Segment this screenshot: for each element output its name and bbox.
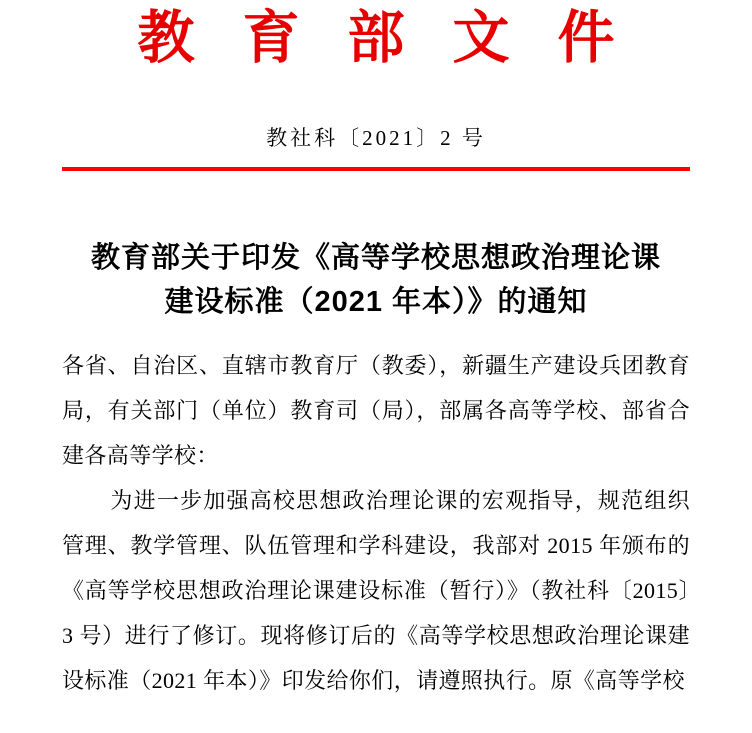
- agency-masthead: 教育部文件: [137, 7, 663, 70]
- doc-title-line-1: 教育部关于印发《高等学校思想政治理论课: [90, 242, 661, 274]
- doc-title: [0, 236, 752, 324]
- doc-title-line-2: 建设标准（2021 年本）》的通知: [164, 286, 588, 318]
- paragraph-addressees: 各省、自治区、直辖市教育厅（教委），新疆生产建设兵团教育局，有关部门（单位）教育司（局），部属各高等学校、部省合建各高等学校：: [62, 353, 690, 468]
- paragraph-main: 为进一步加强高校思想政治理论课的宏观指导，规范组织管理、教学管理、队伍管理和学科建设，我部对 2015 年颁布的《高等学校思想政治理论课建设标准（暂行）》（教社科〔2015〕3 号）进行了修订。现将修订后的《高等学校思想政治理论课建设标准（2021 年本）》印发给你们，请遵照执行。原《高等学校: [62, 488, 690, 693]
- red-separator-line: [62, 167, 690, 171]
- doc-body: [62, 343, 690, 703]
- doc-number: 教社科〔2021〕2 号: [266, 126, 486, 150]
